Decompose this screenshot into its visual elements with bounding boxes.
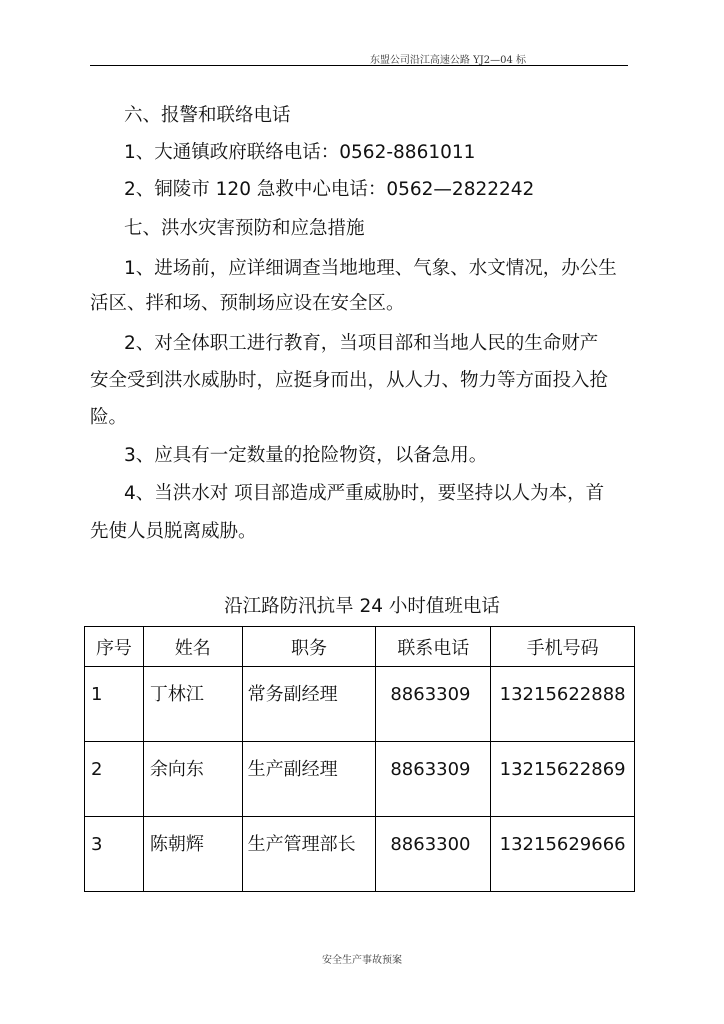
table-row — [85, 667, 635, 742]
table-row — [85, 817, 635, 892]
cell-position: 生产管理部长 — [242, 817, 376, 892]
cell-name: 丁林江 — [143, 667, 242, 742]
measure-2-line-1: 2、对全体职工进行教育，当项目部和当地人民的生命财产 — [124, 333, 599, 354]
cell-tel: 8863309 — [376, 742, 491, 817]
cell-seq: 2 — [85, 742, 144, 817]
cell-name: 余向东 — [143, 742, 242, 817]
measure-2-line-2: 安全受到洪水威胁时，应挺身而出，从人力、物力等方面投入抢 — [90, 370, 609, 391]
cell-tel: 8863300 — [376, 817, 491, 892]
table-header-row — [85, 627, 635, 667]
cell-tel: 8863309 — [376, 667, 491, 742]
cell-mobile: 13215622869 — [491, 742, 635, 817]
header-position: 职务 — [242, 627, 376, 667]
cell-position: 生产副经理 — [242, 742, 376, 817]
header-text: 东盟公司沿江高速公路 YJ2—04 标 — [369, 55, 526, 66]
page-header — [90, 47, 628, 66]
cell-mobile: 13215622888 — [491, 667, 635, 742]
header-mobile: 手机号码 — [491, 627, 635, 667]
cell-name: 陈朝辉 — [143, 817, 242, 892]
measure-1-line-1: 1、进场前，应详细调查当地地理、气象、水文情况，办公生 — [124, 258, 617, 279]
duty-phone-table — [84, 626, 635, 892]
section-heading-flood: 七、洪水灾害预防和应急措施 — [124, 218, 365, 239]
header-seq: 序号 — [85, 627, 144, 667]
cell-seq: 1 — [85, 667, 144, 742]
section-heading-alarm: 六、报警和联络电话 — [124, 105, 291, 126]
duty-table-title: 沿江路防汛抗旱 24 小时值班电话 — [224, 596, 500, 617]
table-row — [85, 742, 635, 817]
phone-line-emergency: 2、铜陵市 120 急救中心电话：0562—2822242 — [124, 179, 535, 200]
measure-1-line-2: 活区、拌和场、预制场应设在安全区。 — [90, 293, 405, 314]
cell-mobile: 13215629666 — [491, 817, 635, 892]
measure-4-line-1: 4、当洪水对 项目部造成严重威胁时，要坚持以人为本，首 — [124, 483, 605, 504]
phone-line-town-gov: 1、大通镇政府联络电话：0562-8861011 — [124, 142, 476, 163]
measure-2-line-3: 险。 — [90, 407, 128, 428]
cell-position: 常务副经理 — [242, 667, 376, 742]
measure-4-line-2: 先使人员脱离威胁。 — [90, 521, 257, 542]
measure-3-line-1: 3、应具有一定数量的抢险物资，以备急用。 — [124, 445, 488, 466]
page-footer: 安全生产事故预案 — [322, 955, 402, 966]
cell-seq: 3 — [85, 817, 144, 892]
header-name: 姓名 — [143, 627, 242, 667]
header-tel: 联系电话 — [376, 627, 491, 667]
